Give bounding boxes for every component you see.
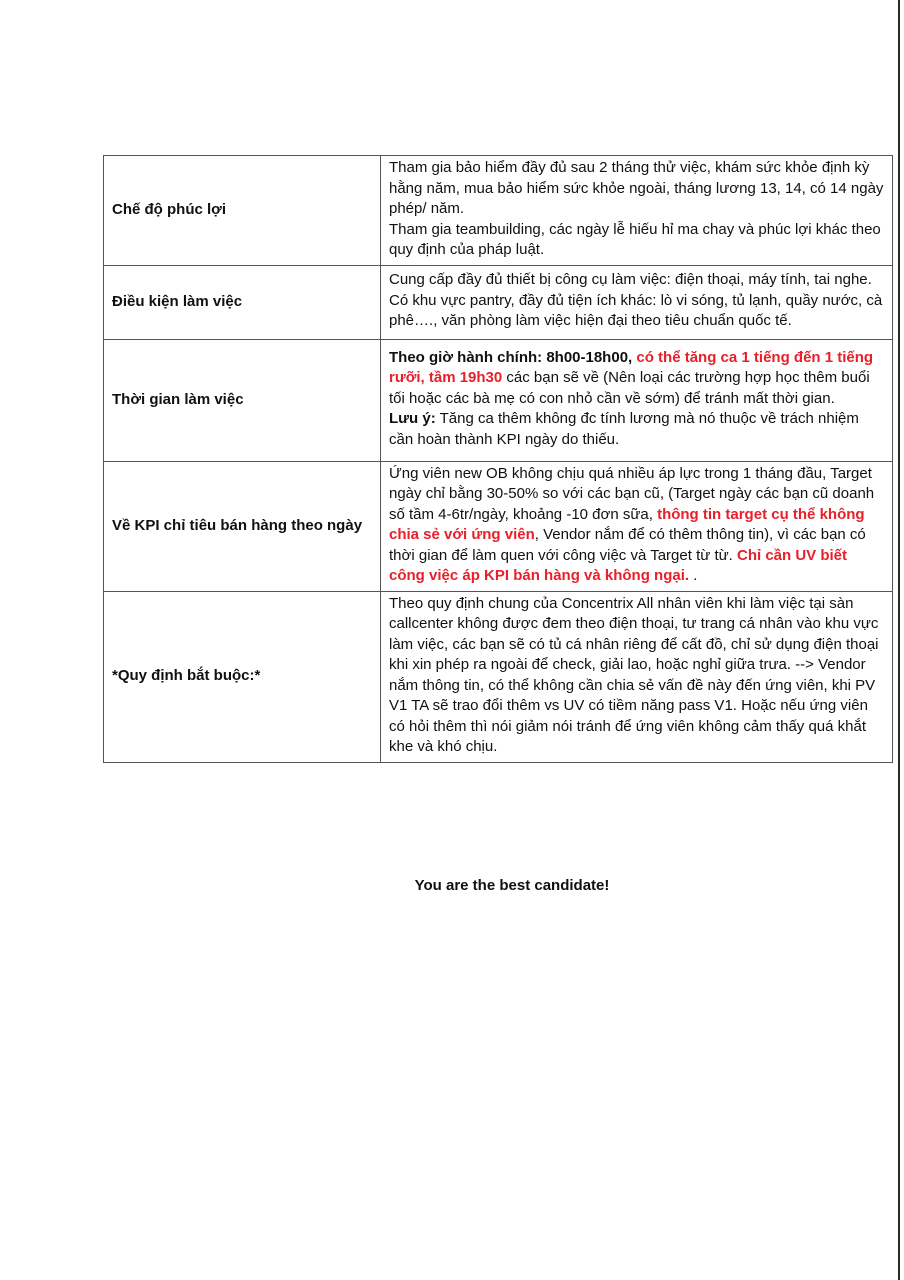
row-content-conditions: Cung cấp đầy đủ thiết bị công cụ làm việc: điện thoại, máy tính, tai nghe. Có khu vực pantry, đầy đủ tiện ích khác: lò vi sóng, tủ lạnh, quầy nước, cà phê…., văn phòng làm việc hiện đại theo tiêu chuẩn quốc tế. [381, 265, 893, 339]
table-row [104, 461, 893, 591]
row-content-kpi: Ứng viên new OB không chịu quá nhiều áp lực trong 1 tháng đầu, Target ngày chỉ bằng 30-50% so với các bạn cũ, (Target ngày các bạn cũ doanh số tầm 4-6tr/ngày, khoảng -10 đơn sữa, thông tin target cụ thể không chia sẻ với ứng viên, Vendor nắm để có thêm thông tin), vì các bạn có thời gian để làm quen với công việc và Target từ từ. Chỉ cần UV biết công việc áp KPI bán hàng và không ngại. . [381, 461, 893, 591]
benefits-table [103, 155, 893, 763]
row-label-conditions: Điều kiện làm việc [104, 265, 381, 339]
table-row [104, 339, 893, 461]
table-row [104, 156, 893, 266]
row-content-hours: Theo giờ hành chính: 8h00-18h00, có thể tăng ca 1 tiếng đến 1 tiếng rưỡi, tầm 19h30 các bạn sẽ về (Nên loại các trường hợp học thêm buổi tối hoặc các bà mẹ có con nhỏ cần về sớm) để tránh mất thời gian. Lưu ý: Tăng ca thêm không đc tính lương mà nó thuộc về trách nhiệm cần hoàn thành KPI ngày do thiếu. [381, 339, 893, 461]
row-label-rules: *Quy định bắt buộc:* [104, 591, 381, 762]
row-label-kpi: Về KPI chỉ tiêu bán hàng theo ngày [104, 461, 381, 591]
page-edge-line [898, 0, 900, 1280]
table-row [104, 265, 893, 339]
row-label-hours: Thời gian làm việc [104, 339, 381, 461]
closing-line: You are the best candidate! [414, 877, 610, 894]
table-row [104, 591, 893, 762]
row-content-rules: Theo quy định chung của Concentrix All nhân viên khi làm việc tại sàn callcenter không được đem theo điện thoại, tư trang cá nhân vào khu vực làm việc, các bạn sẽ có tủ cá nhân riêng để cất đồ, chỉ sử dụng điện thoại khi xin phép ra ngoài để check, giải lao, hoặc nghỉ giữa trưa. --> Vendor nắm thông tin, có thể không cần chia sẻ vấn đề này đến ứng viên, khi PV V1 TA sẽ trao đổi thêm vs UV có tiềm năng pass V1. Hoặc nếu ứng viên có hỏi thêm thì nói giảm nói tránh để ứng viên không cảm thấy quá khắt khe và khó chịu. [381, 591, 893, 762]
row-label-benefits: Chế độ phúc lợi [104, 156, 381, 266]
row-content-benefits: Tham gia bảo hiểm đầy đủ sau 2 tháng thử việc, khám sức khỏe định kỳ hằng năm, mua bảo hiểm sức khỏe ngoài, tháng lương 13, 14, có 14 ngày phép/ năm. Tham gia teambuilding, các ngày lễ hiếu hỉ ma chay và phúc lợi khác theo quy định của pháp luật. [381, 156, 893, 266]
